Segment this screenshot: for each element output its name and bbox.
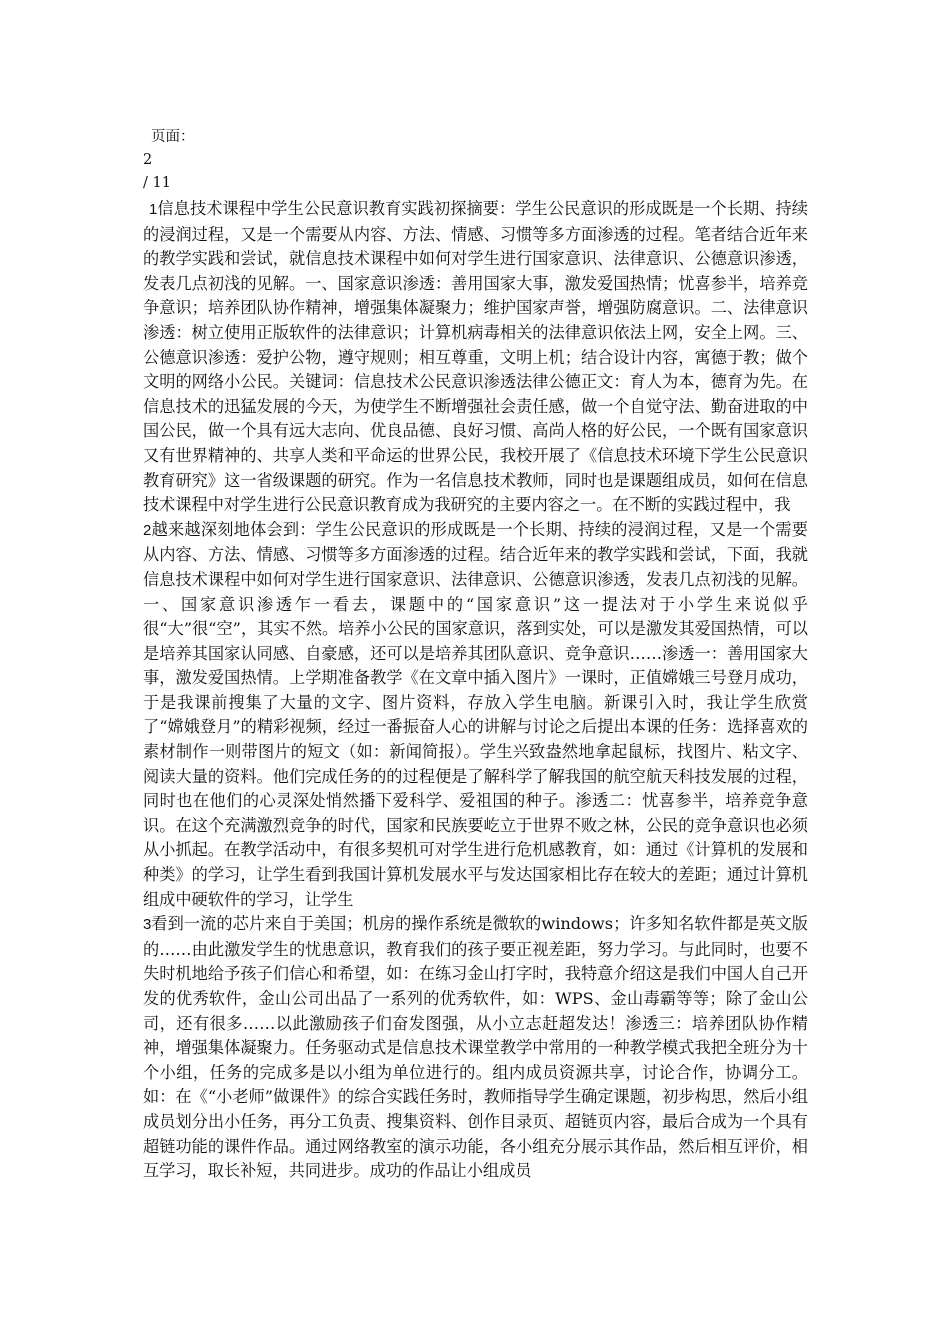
- paragraph-text: 信息技术课程中学生公民意识教育实践初探摘要：学生公民意识的形成既是一个长期、持续的浸润过程，又是一个需要从内容、方法、情感、习惯等多方面渗透的过程。笔者结合近年来的教学实践和尝试，就信息技术课程中如何对学生进行国家意识、法律意识、公德意识渗透，发表几点初浅的见解。一、国家意识渗透：善用国家大事，激发爱国热情；忧喜参半，培养竞争意识；培养团队协作精神，增强集体凝聚力；维护国家声誉，增强防腐意识。二、法律意识渗透：树立使用正版软件的法律意识；计算机病毒相关的法律意识依法上网，安全上网。三、公德意识渗透：爱护公物，遵守规则；相互尊重，文明上机；结合设计内容，寓德于教；做个文明的网络小公民。关键词：信息技术公民意识渗透法律公德正文：育人为本，德育为先。在信息技术的迅猛发展的今天，为使学生不断增强社会责任感，做一个自觉守法、勤奋进取的中国公民，做一个具有远大志向、优良品德、良好习惯、高尚人格的好公民，一个既有国家意识又有世界精神的、共享人类和平命运的世界公民，我校开展了《信息技术环境下学生公民意识教育研究》这一省级课题的研究。作为一名信息技术教师，同时也是课题组成员，如何在信息技术课程中对学生进行公民意识教育成为我研究的主要内容之一。在不断的实践过程中，我: [143, 199, 808, 515]
- paragraph-2: [143, 518, 808, 913]
- page-label: 页面：: [151, 129, 195, 145]
- page-total: / 11: [143, 175, 171, 191]
- document-body: [143, 197, 808, 1184]
- paragraph-number: 2: [143, 521, 152, 539]
- paragraph-text: 看到一流的芯片来自于美国；机房的操作系统是微软的windows；许多知名软件都是英文版的……由此激发学生的忧患意识，教育我们的孩子要正视差距，努力学习。与此同时，也要不失时机地给予孩子们信心和希望，如：在练习金山打字时，我特意介绍这是我们中国人自己开发的优秀软件，金山公司出品了一系列的优秀软件，如：WPS、金山毒霸等等；除了金山公司，还有很多……以此激励孩子们奋发图强，从小立志赶超发达！渗透三：培养团队协作精神，增强集体凝聚力。任务驱动式是信息技术课堂教学中常用的一种教学模式我把全班分为十个小组，任务的完成多是以小组为单位进行的。组内成员资源共享，讨论合作，协调分工。如：在《“小老师”做课件》的综合实践任务时，教师指导学生确定课题，初步构思，然后小组成员划分出小任务，再分工负责、搜集资料、创作目录页、超链页内容，最后合成为一个具有超链功能的课件作品。通过网络教室的演示功能，各小组充分展示其作品，然后相互评价，相互学习，取长补短，共同进步。成功的作品让小组成员: [143, 914, 808, 1181]
- paragraph-3: [143, 912, 808, 1184]
- paragraph-number: 1: [149, 201, 158, 218]
- paragraph-1: [143, 197, 808, 518]
- paragraph-number: 3: [143, 916, 152, 934]
- document-page: [143, 126, 808, 1184]
- paragraph-text: 越来越深刻地体会到：学生公民意识的形成既是一个长期、持续的浸润过程，又是一个需要从内容、方法、情感、习惯等多方面渗透的过程。结合近年来的教学实践和尝试，下面，我就信息技术课程中如何对学生进行国家意识、法律意识、公德意识渗透，发表几点初浅的见解。一、国家意识渗透乍一看去，课题中的“国家意识”这一提法对于小学生来说似乎很“大”很“空”，其实不然。培养小公民的国家意识，落到实处，可以是激发其爱国热情，可以是培养其国家认同感、自豪感，还可以是培养其团队意识、竞争意识……渗透一：善用国家大事，激发爱国热情。上学期准备教学《在文章中插入图片》一课时，正值嫦娥三号登月成功，于是我课前搜集了大量的文字、图片资料，存放入学生电脑。新课引入时，我让学生欣赏了“嫦娥登月”的精彩视频，经过一番振奋人心的讲解与讨论之后提出本课的任务：选择喜欢的素材制作一则带图片的短文（如：新闻简报）。学生兴致盎然地拿起鼠标，找图片、粘文字、阅读大量的资料。他们完成任务的的过程便是了解科学了解我国的航空航天科技发展的过程，同时也在他们的心灵深处悄然播下爱科学、爱祖国的种子。渗透二：忧喜参半，培养竞争意识。在这个充满激烈竞争的时代，国家和民族要屹立于世界不败之林，公民的竞争意识也必须从小抓起。在教学活动中，有很多契机可对学生进行危机感教育，如：通过《计算机的发展和种类》的学习，让学生看到我国计算机发展水平与发达国家相比存在较大的差距；通过计算机组成中硬软件的学习，让学生: [143, 519, 808, 909]
- page-number: 2: [143, 152, 153, 168]
